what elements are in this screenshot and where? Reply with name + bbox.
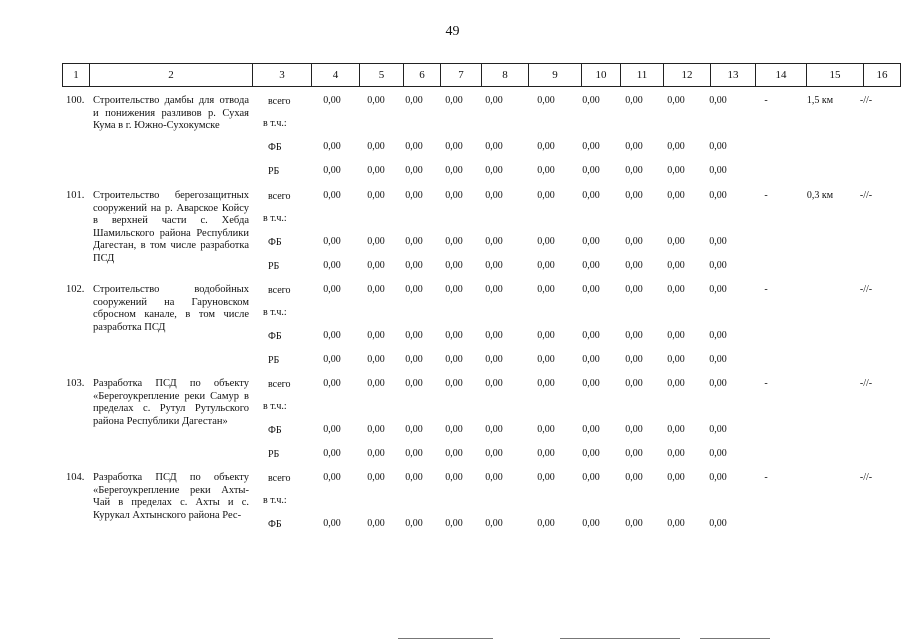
header-cell: 7	[440, 63, 481, 87]
value-cell: 0,00	[667, 236, 685, 247]
funding-label: ФБ	[268, 142, 282, 153]
value-cell: 0,00	[405, 190, 423, 201]
value-cell: 0,00	[582, 165, 600, 176]
value-cell: 0,00	[367, 378, 385, 389]
value-cell: 0,00	[667, 141, 685, 152]
col15-cell: 1,5 км	[806, 95, 834, 106]
header-cell: 1	[62, 63, 89, 87]
value-cell: 0,00	[537, 190, 555, 201]
row-title: Разработка ПСД по объекту «Берегоукрепление реки Самур в пределах с. Рутул Рутульского района Республики Дагестан»	[93, 378, 249, 427]
value-cell: 0,00	[445, 448, 463, 459]
value-cell: 0,00	[367, 330, 385, 341]
row-number: 102.	[66, 284, 85, 295]
funding-label: в т.ч.:	[263, 495, 287, 506]
col14-cell: -	[764, 378, 768, 389]
value-cell: 0,00	[367, 190, 385, 201]
value-cell: 0,00	[323, 236, 341, 247]
funding-label: ФБ	[268, 425, 282, 436]
header-cell: 9	[528, 63, 581, 87]
value-cell: 0,00	[485, 141, 503, 152]
value-cell: 0,00	[625, 165, 643, 176]
value-cell: 0,00	[405, 330, 423, 341]
value-cell: 0,00	[445, 260, 463, 271]
value-cell: 0,00	[582, 190, 600, 201]
row-title: Строительство берегозащитных сооружений на р. Аварское Койсу в верхней части с. Хебда Шамильского района Республики Дагестан, в том числе разработка ПСД	[93, 190, 249, 264]
value-cell: 0,00	[485, 448, 503, 459]
value-cell: 0,00	[367, 354, 385, 365]
value-cell: 0,00	[537, 354, 555, 365]
value-cell: 0,00	[445, 165, 463, 176]
value-cell: 0,00	[582, 260, 600, 271]
value-cell: 0,00	[709, 236, 727, 247]
funding-label: ФБ	[268, 519, 282, 530]
value-cell: 0,00	[537, 141, 555, 152]
value-cell: 0,00	[323, 141, 341, 152]
value-cell: 0,00	[625, 260, 643, 271]
funding-label: РБ	[268, 166, 280, 177]
value-cell: 0,00	[582, 448, 600, 459]
value-cell: 0,00	[323, 284, 341, 295]
value-cell: 0,00	[323, 260, 341, 271]
value-cell: 0,00	[582, 236, 600, 247]
value-cell: 0,00	[485, 354, 503, 365]
header-cell: 6	[403, 63, 440, 87]
value-cell: 0,00	[537, 284, 555, 295]
value-cell: 0,00	[485, 190, 503, 201]
value-cell: 0,00	[582, 330, 600, 341]
value-cell: 0,00	[582, 95, 600, 106]
row-title: Строительство водобойных сооружений на Гаруновском сбросном канале, в том числе разработка ПСД	[93, 284, 249, 333]
value-cell: 0,00	[709, 378, 727, 389]
value-cell: 0,00	[709, 190, 727, 201]
value-cell: 0,00	[405, 448, 423, 459]
value-cell: 0,00	[709, 330, 727, 341]
row-title: Строительство дамбы для отвода и понижения разливов р. Сухая Кума в г. Южно-Сухокумске	[93, 95, 249, 132]
col14-cell: -	[764, 284, 768, 295]
value-cell: 0,00	[445, 141, 463, 152]
funding-label: в т.ч.:	[263, 118, 287, 129]
value-cell: 0,00	[709, 165, 727, 176]
col16-cell: -//-	[859, 95, 873, 106]
col14-cell: -	[764, 190, 768, 201]
value-cell: 0,00	[667, 354, 685, 365]
value-cell: 0,00	[485, 236, 503, 247]
value-cell: 0,00	[625, 378, 643, 389]
funding-label: РБ	[268, 355, 280, 366]
value-cell: 0,00	[323, 472, 341, 483]
value-cell: 0,00	[405, 260, 423, 271]
col15-cell: 0,3 км	[806, 190, 834, 201]
value-cell: 0,00	[537, 378, 555, 389]
value-cell: 0,00	[323, 424, 341, 435]
value-cell: 0,00	[537, 95, 555, 106]
value-cell: 0,00	[405, 141, 423, 152]
row-number: 100.	[66, 95, 85, 106]
value-cell: 0,00	[323, 165, 341, 176]
value-cell: 0,00	[667, 165, 685, 176]
value-cell: 0,00	[367, 236, 385, 247]
value-cell: 0,00	[537, 236, 555, 247]
value-cell: 0,00	[485, 330, 503, 341]
value-cell: 0,00	[485, 472, 503, 483]
value-cell: 0,00	[405, 518, 423, 529]
value-cell: 0,00	[405, 354, 423, 365]
value-cell: 0,00	[445, 236, 463, 247]
value-cell: 0,00	[367, 260, 385, 271]
value-cell: 0,00	[582, 518, 600, 529]
col14-cell: -	[764, 95, 768, 106]
value-cell: 0,00	[667, 424, 685, 435]
value-cell: 0,00	[323, 330, 341, 341]
value-cell: 0,00	[367, 141, 385, 152]
value-cell: 0,00	[625, 448, 643, 459]
value-cell: 0,00	[445, 95, 463, 106]
value-cell: 0,00	[667, 260, 685, 271]
value-cell: 0,00	[667, 472, 685, 483]
value-cell: 0,00	[537, 260, 555, 271]
header-cell: 2	[89, 63, 252, 87]
value-cell: 0,00	[405, 424, 423, 435]
value-cell: 0,00	[485, 260, 503, 271]
value-cell: 0,00	[709, 141, 727, 152]
value-cell: 0,00	[485, 95, 503, 106]
col16-cell: -//-	[859, 284, 873, 295]
value-cell: 0,00	[709, 448, 727, 459]
value-cell: 0,00	[625, 424, 643, 435]
value-cell: 0,00	[323, 190, 341, 201]
value-cell: 0,00	[582, 424, 600, 435]
value-cell: 0,00	[405, 472, 423, 483]
value-cell: 0,00	[709, 472, 727, 483]
value-cell: 0,00	[445, 518, 463, 529]
value-cell: 0,00	[485, 518, 503, 529]
value-cell: 0,00	[405, 378, 423, 389]
value-cell: 0,00	[582, 284, 600, 295]
row-number: 103.	[66, 378, 85, 389]
value-cell: 0,00	[625, 472, 643, 483]
value-cell: 0,00	[445, 330, 463, 341]
value-cell: 0,00	[667, 284, 685, 295]
value-cell: 0,00	[625, 330, 643, 341]
value-cell: 0,00	[667, 518, 685, 529]
header-cell: 12	[663, 63, 710, 87]
scan-artifact-line	[398, 638, 493, 639]
value-cell: 0,00	[667, 448, 685, 459]
value-cell: 0,00	[323, 95, 341, 106]
value-cell: 0,00	[323, 378, 341, 389]
value-cell: 0,00	[367, 448, 385, 459]
value-cell: 0,00	[485, 284, 503, 295]
row-number: 104.	[66, 472, 85, 483]
value-cell: 0,00	[445, 472, 463, 483]
header-cell: 14	[755, 63, 806, 87]
funding-label: ФБ	[268, 331, 282, 342]
value-cell: 0,00	[582, 378, 600, 389]
value-cell: 0,00	[537, 330, 555, 341]
funding-label: всего	[268, 191, 291, 202]
funding-label: всего	[268, 379, 291, 390]
header-cell: 13	[710, 63, 755, 87]
value-cell: 0,00	[367, 518, 385, 529]
value-cell: 0,00	[709, 354, 727, 365]
value-cell: 0,00	[625, 518, 643, 529]
funding-label: всего	[268, 285, 291, 296]
funding-label: ФБ	[268, 237, 282, 248]
value-cell: 0,00	[537, 165, 555, 176]
funding-label: в т.ч.:	[263, 307, 287, 318]
funding-label: в т.ч.:	[263, 401, 287, 412]
value-cell: 0,00	[485, 378, 503, 389]
row-number: 101.	[66, 190, 85, 201]
value-cell: 0,00	[667, 95, 685, 106]
value-cell: 0,00	[625, 284, 643, 295]
value-cell: 0,00	[582, 472, 600, 483]
header-cell: 8	[481, 63, 528, 87]
value-cell: 0,00	[323, 518, 341, 529]
funding-label: всего	[268, 473, 291, 484]
value-cell: 0,00	[323, 448, 341, 459]
value-cell: 0,00	[537, 448, 555, 459]
value-cell: 0,00	[405, 165, 423, 176]
value-cell: 0,00	[582, 141, 600, 152]
value-cell: 0,00	[367, 472, 385, 483]
value-cell: 0,00	[537, 472, 555, 483]
value-cell: 0,00	[445, 378, 463, 389]
funding-label: всего	[268, 96, 291, 107]
value-cell: 0,00	[709, 518, 727, 529]
value-cell: 0,00	[367, 424, 385, 435]
value-cell: 0,00	[625, 236, 643, 247]
scan-artifact-line	[700, 638, 770, 639]
value-cell: 0,00	[445, 190, 463, 201]
value-cell: 0,00	[537, 424, 555, 435]
value-cell: 0,00	[367, 95, 385, 106]
value-cell: 0,00	[405, 95, 423, 106]
funding-label: РБ	[268, 261, 280, 272]
value-cell: 0,00	[323, 354, 341, 365]
value-cell: 0,00	[625, 141, 643, 152]
value-cell: 0,00	[625, 95, 643, 106]
header-cell: 11	[620, 63, 663, 87]
value-cell: 0,00	[485, 165, 503, 176]
funding-label: РБ	[268, 449, 280, 460]
scan-artifact-line	[560, 638, 680, 639]
col14-cell: -	[764, 472, 768, 483]
value-cell: 0,00	[709, 95, 727, 106]
value-cell: 0,00	[445, 424, 463, 435]
header-cell: 16	[863, 63, 901, 87]
col16-cell: -//-	[859, 190, 873, 201]
col16-cell: -//-	[859, 472, 873, 483]
value-cell: 0,00	[709, 284, 727, 295]
header-cell: 3	[252, 63, 311, 87]
table-header-row	[62, 63, 901, 87]
header-cell: 4	[311, 63, 359, 87]
value-cell: 0,00	[485, 424, 503, 435]
value-cell: 0,00	[667, 330, 685, 341]
col16-cell: -//-	[859, 378, 873, 389]
header-cell: 15	[806, 63, 863, 87]
value-cell: 0,00	[709, 260, 727, 271]
value-cell: 0,00	[445, 284, 463, 295]
value-cell: 0,00	[537, 518, 555, 529]
value-cell: 0,00	[367, 165, 385, 176]
value-cell: 0,00	[625, 354, 643, 365]
row-title: Разработка ПСД по объекту «Берегоукрепление реки Ахты-Чай в пределах с. Ахты и с. Курукал Ахтынского района Рес-	[93, 472, 249, 521]
value-cell: 0,00	[445, 354, 463, 365]
value-cell: 0,00	[625, 190, 643, 201]
value-cell: 0,00	[582, 354, 600, 365]
value-cell: 0,00	[405, 284, 423, 295]
value-cell: 0,00	[367, 284, 385, 295]
funding-label: в т.ч.:	[263, 213, 287, 224]
value-cell: 0,00	[405, 236, 423, 247]
value-cell: 0,00	[667, 190, 685, 201]
value-cell: 0,00	[667, 378, 685, 389]
header-cell: 10	[581, 63, 620, 87]
header-cell: 5	[359, 63, 403, 87]
page-number: 49	[445, 24, 460, 39]
value-cell: 0,00	[709, 424, 727, 435]
